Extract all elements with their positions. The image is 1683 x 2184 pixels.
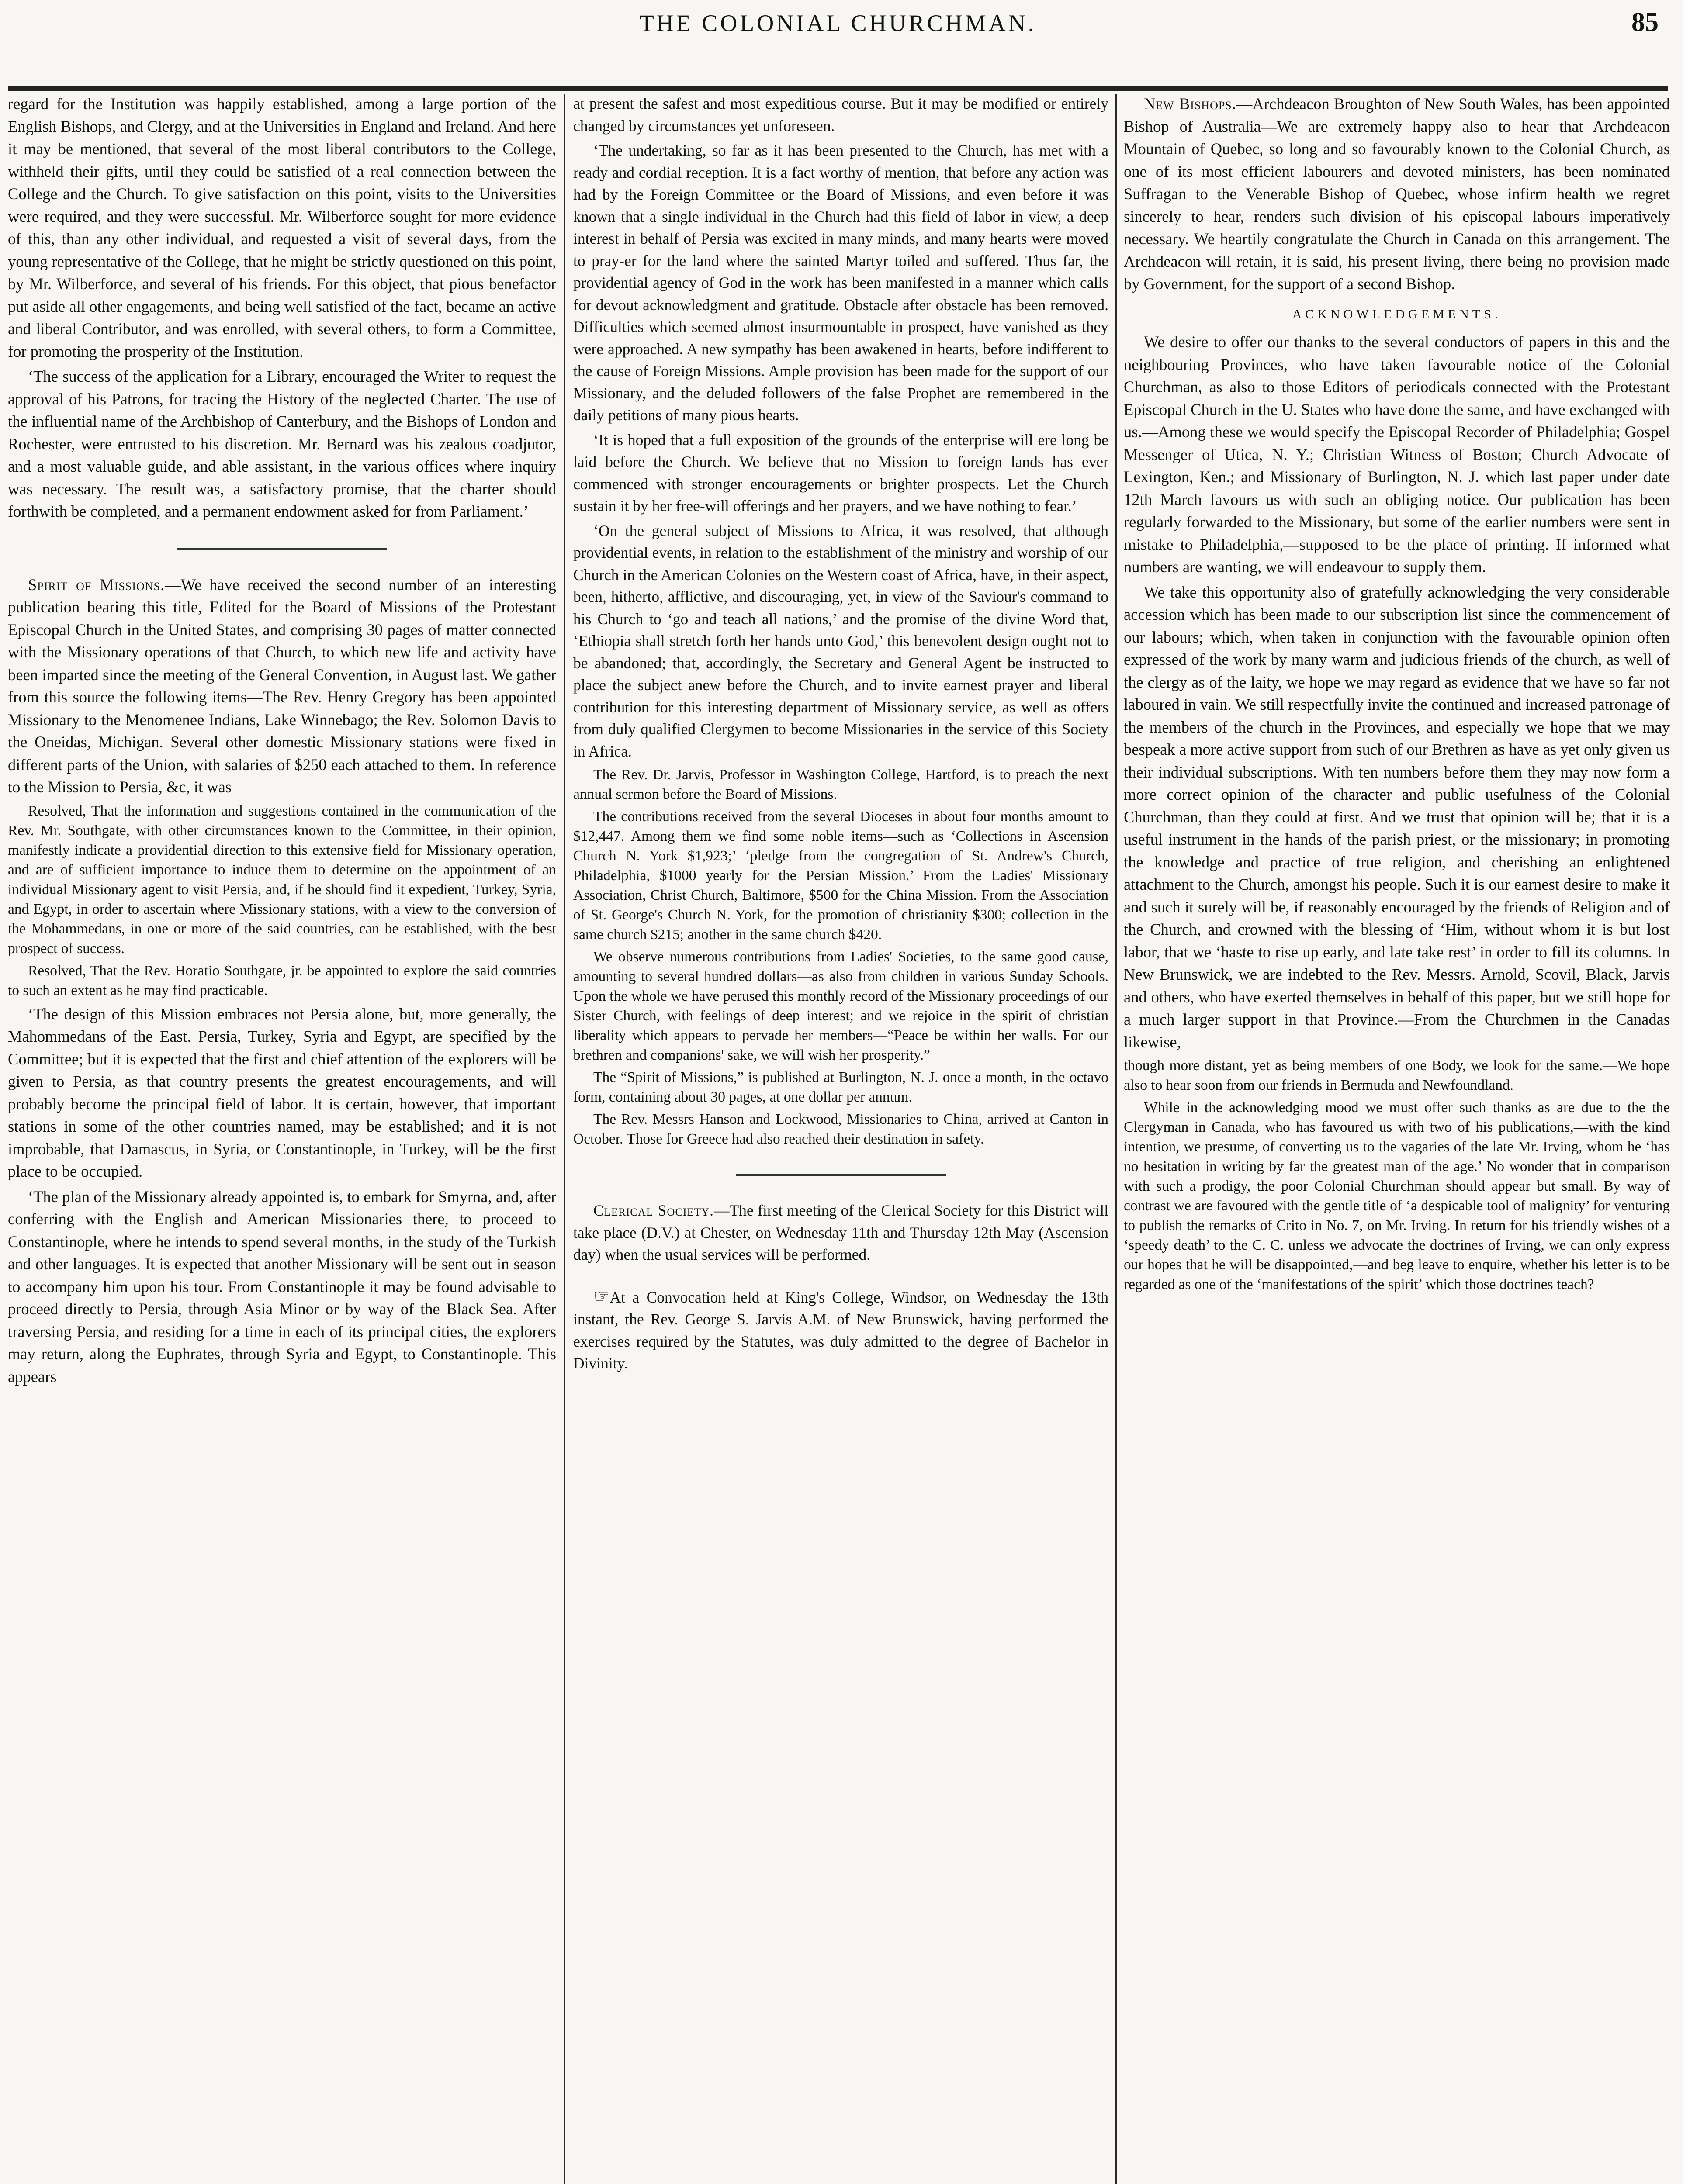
convocation-text: At a Convocation held at King's College, Windsor, on Wednesday the 13th instant, the Rev. George S. Jarvis A.M. of New Brunswick, having performed the exercises required by the Statutes, was duly admitted to the degree of Bachelor in Divinity. [573, 1288, 1108, 1372]
spirit-of-missions-paragraph [8, 574, 556, 798]
contributions-paragraph: The contributions received from the several Dioceses in about four months amount to $12,447. Among them we find some noble items—such as ‘Collections in Ascension Church N. York $1,923;’ ‘pledge from the congregation of St. Andrew's Church, Philadelphia, $1000 yearly for the Persian Mission.’ From the Ladies' Missionary Association, Christ Church, Baltimore, $500 for the China Mission. From the Association of St. George's Church N. York, for the promotion of christianity $300; collection in the same church $215; another in the same church $420. [573, 809, 1108, 943]
spirit-of-missions-text: —We have received the second number of an interesting publication bearing this title, Edited for the Board of Missions of the Protestant Episcopal Church in the United States, and comprising 30 pages of matter connected with the Missionary operations of that Church, to which new life and activity have been imparted since the meeting of the General Convention, in August last. We gather from this source the following items—The Rev. Henry Gregory has been appointed Missionary to the Menomenee Indians, Lake Winnebago; the Rev. Solomon Davis to the Oneidas, Michigan. Several other domestic Missionary stations were fixed in different parts of the Union, with salaries of $250 each attached to them. In reference to the Mission to Persia, &c, it was [8, 575, 556, 796]
mission-plan-paragraph: ‘The plan of the Missionary already appointed is, to embark for Smyrna, and, after conferring with the English and American Missionaries there, to proceed to Constantinople, where he intends to spend several months, in the study of the Turkish and other languages. It is expected that another Missionary will be sent out in season to accompany him upon his tour. From Constantinople it may be found advisable to proceed directly to Persia, through Asia Minor or by way of the Black Sea. After traversing Persia, and residing for a time in each of its principal cities, the explorers may return, along the Euphrates, through Syria and Egypt, to Constantinople. This appears [8, 1187, 556, 1386]
jarvis-sermon-paragraph: The Rev. Dr. Jarvis, Professor in Washington College, Hartford, is to preach the next annual sermon before the Board of Missions. [573, 767, 1108, 802]
library-paragraph: ‘The success of the application for a Library, encouraged the Writer to request the approval of his Patrons, for tracing the History of the neglected Charter. The use of the influential name of the Archbishop of Canterbury, and the Bishops of London and Rochester, were entrusted to his discretion. Mr. Bernard was his zealous coadjutor, and a most valuable guide, and able assistant, in the various offices where inquiry was necessary. The result was, a satisfactory promise, that the charter should forthwith be completed, and a permanent endowment asked for from Parliament.’ [8, 367, 556, 520]
acknowledgements-heading: ACKNOWLEDGEMENTS. [1292, 307, 1502, 321]
clerical-society-heading: Clerical Society. [593, 1202, 714, 1219]
column-rule-1 [564, 94, 565, 2184]
section-divider [736, 1174, 946, 1176]
column-1 [8, 93, 556, 2184]
bermuda-paragraph: though more distant, yet as being members of one Body, we look for the same.—We hope also to hear soon from our friends in Bermuda and Newfoundland. [1124, 1057, 1670, 1093]
china-missionaries-paragraph: The Rev. Messrs Hanson and Lockwood, Missionaries to China, arrived at Canton in October. Those for Greece had also reached their destination in safety. [573, 1111, 1108, 1147]
pointing-hand-icon: ☞ [593, 1286, 610, 1307]
acknowledgements-paragraph: We desire to offer our thanks to the several conductors of papers in this and the neighbouring Provinces, who have taken favourable notice of the Colonial Churchman, as also to those Editors of periodicals connected with the Protestant Episcopal Church in the U. States who have done the same, and have exchanged with us.—Among these we would specify the Episcopal Recorder of Philadelphia; Gospel Messenger of Utica, N. Y.; Christian Witness of Boston; Church Advocate of Lexington, Ken.; and Missionary of Burlington, N. J. which last paper under date 12th March favours us with such an obliging notice. Our publication has been regularly forwarded to the Missionary, but some of the earlier numbers were sent in mistake to Philadelphia,—supposed to be the place of printing. If informed what numbers are wanting, we will endeavour to supply them. [1124, 333, 1670, 576]
africa-paragraph: ‘On the general subject of Missions to Africa, it was resolved, that although providential events, in relation to the establishment of the ministry and worship of our Church in the American Colonies on the Western coast of Africa, have, in their aspect, been, hitherto, afflictive, and discouraging, yet, in view of the Saviour's command to his Church to ‘go and teach all nations,’ and the promise of the divine Word that, ‘Ethiopia shall stretch forth her hands unto God,’ this benevolent design ought not to be abandoned; that, accordingly, the Secretary and General Agent be instructed to place the subject anew before the Church, and to invite earnest prayer and liberal contribution for this interesting department of Missionary service, as well as offers from duly qualified Clergymen to become Missionaries in the service of this Society in Africa. [573, 522, 1108, 760]
section-divider [177, 548, 387, 550]
clerical-society-paragraph [573, 1199, 1108, 1266]
page-number: 85 [1631, 7, 1659, 37]
header-rule [8, 86, 1668, 91]
irving-reply-paragraph: While in the acknowledging mood we must offer such thanks as are due to the the Clergyman in Canada, who has favoured us with two of his publications,—with the kind intention, we presume, of converting us to the vagaries of the late Mr. Irving, whom he ‘has no hesitation in writing by far the greatest man of the age.’ No wonder that in comparison with such a prodigy, the poor Colonial Churchman should appear but small. By way of contrast we are favoured with the gentle title of ‘a despicable tool of malignity’ for venturing to publish the remarks of Crito in No. 7, on Mr. Irving. In return for his friendly wishes of a ‘speedy death’ to the C. C. unless we advocate the doctrines of Irving, we can only express our hopes that he will be disappointed,—and beg leave to enquire, whether his letter is to be regarded as one of the ‘manifestations of the spirit’ which those doctrines teach? [1124, 1099, 1670, 1292]
resolution-southgate: Resolved, That the Rev. Horatio Southgate, jr. be appointed to explore the said countries to such an extent as he may find practicable. [8, 962, 556, 999]
spirit-of-missions-heading: Spirit of Missions. [28, 575, 165, 594]
undertaking-paragraph: ‘The undertaking, so far as it has been presented to the Church, has met with a ready and cordial reception. It is a fact worthy of mention, that before any action was had by the Foreign Committee or the Board of Missions, and even before it was known that a single individual in the Church had this field of labor in view, a deep interest in behalf of Persia was excited in many minds, and many hearts were moved to pray-er for the land where the sainted Martyr toiled and suffered. Thus far, the providential agency of God in the work has been manifested in a manner which calls for devout acknowledgment and gratitude. Obstacle after obstacle has been removed. Difficulties which seemed almost insurmountable in prospect, have vanished as they were approached. A new sympathy has been awakened in hearts, before indifferent to the cause of Foreign Missions. Ample provision has been made for the support of our Missionary, and the deluded followers of the false Prophet are remembered in the daily petitions of many pious hearts. [573, 142, 1108, 424]
convocation-paragraph [573, 1286, 1108, 1375]
college-article-continued: regard for the Institution was happily established, among a large portion of the English Bishops, and Clergy, and at the Universities in England and Ireland. And here it may be mentioned, that several of the most liberal contributors to the College, withheld their gifts, until they could be satisfied of a real connection between the College and the Church. To give satisfaction on this point, visits to the Universities were required, and they were successful. Mr. Wilberforce sought for more evidence of this, than any other individual, and requested a visit of several days, from the young representative of the College, that he might be strictly questioned on this point, by Mr. Wilberforce, and several of his friends. For this object, that pious benefactor put aside all other engagements, and being well satisfied of the fact, became an active and liberal Contributor, and was enrolled, with several others, to form a Committee, for promoting the prosperity of the Institution. [8, 95, 556, 360]
resolution-paragraph: Resolved, That the information and suggestions contained in the communication of the Rev. Mr. Southgate, with other circumstances known to the Committee, in their opinion, manifestly indicate a providential direction to this extensive field for Missionary operation, and are of sufficient importance to induce them to determine on the appointment of an individual Missionary agent to visit Persia, and, if he should find it expedient, Turkey, Syria, and Egypt, in order to ascertain where Missionary stations, with a view to the conversion of the Mohammedans, in one or more of the said countries, can be established, with the best prospect of success. [8, 802, 556, 957]
page-title: THE COLONIAL CHURCHMAN. [639, 10, 1037, 36]
column-2 [573, 93, 1108, 2184]
ladies-societies-paragraph: We observe numerous contributions from Ladies' Societies, to the same good cause, amounting to several hundred dollars—as also from children in various Sunday Schools. Upon the whole we have perused this monthly record of the Missionary proceedings of our Sister Church, with feelings of deep interest; and we rejoice in the spirit of christian liberality which appears to pervade her members—“Peace be within her walls. For our brethren and companions' sake, we will wish her prosperity.” [573, 949, 1108, 1063]
new-bishops-heading: New Bishops. [1144, 95, 1236, 113]
exposition-paragraph: ‘It is hoped that a full exposition of the grounds of the enterprise will ere long be laid before the Church. We believe that no Mission to foreign lands has ever commenced with stronger encouragements or brighter prospects. Let the Church sustain it by her free-will offerings and her prayers, and we have nothing to fear.’ [573, 431, 1108, 515]
spacer [573, 1268, 1108, 1286]
clerical-society-text: —The first meeting of the Clerical Society for this District will take place (D.V.) at Chester, on Wednesday 11th and Thursday 12th May (Ascension day) when the usual services will be performed. [573, 1202, 1108, 1263]
column-rule-2 [1115, 94, 1117, 2184]
masthead [8, 3, 1668, 69]
mission-design-paragraph: ‘The design of this Mission embraces not Persia alone, but, more generally, the Mahommedans of the East. Persia, Turkey, Syria and Egypt, are specified by the Committee; but it is expected that the first and chief attention of the explorers will be given to Persia, as that country presents the greatest encouragements, and will probably become the principal field of labor. It is certain, however, that important stations in some of the other countries named, may be established; and it is not improbable, that Damascus, in Syria, or Constantinople, in Turkey, will be the first place to be occupied. [8, 1005, 556, 1180]
new-bishops-text: —Archdeacon Broughton of New South Wales, has been appointed Bishop of Australia—We are extremely happy also to hear that Archdeacon Mountain of Quebec, so long and so favourably known to the Colonial Church, as one of its most efficient labourers and devoted ministers, has been nominated Suffragan to the Venerable Bishop of Quebec, whose infirm health we regret sincerely to hear, renders such division of his episcopal labours imperatively necessary. We heartily congratulate the Church in Canada on this arrangement. The Archdeacon will retain, it is said, his present living, there being no provision made by Government, for the support of a second Bishop. [1124, 95, 1670, 293]
mission-plan-continued: at present the safest and most expeditious course. But it may be modified or entirely changed by circumstances yet unforeseen. [573, 95, 1108, 135]
subscription-paragraph: We take this opportunity also of gratefully acknowledging the very considerable accession which has been made to our subscription list since the commencement of our labours; which, when taken in conjunction with the favourable opinion often expressed of the work by many warm and judicious friends of the church, as well of the clergy as of the laity, we hope we may regard as evidence that we have so far not laboured in vain. We still respectfully invite the continued and increased patronage of the members of the church in the Provinces, and especially we hope that we may bespeak a more active support from such of our Brethren as have as yet only given us their individual subscriptions. With ten numbers before them they may now form a more correct opinion of the character and public usefulness of the Colonial Churchman, than they could at first. And we trust that opinion will be; that it is a useful instrument in the hands of the parish priest, or the missionary; in promoting the knowledge and practice of true religion, and cherishing an enlightened attachment to the Church, amongst his people. Such it is our earnest desire to make it and such it surely will be, if reasonably encouraged by the friends of Religion and of the Church, and crowned with the blessing of ‘Him, without whom it is but lost labor, that we ‘haste to rise up early, and late take rest’ in order to fill its columns. In New Brunswick, we are indebted to the Rev. Messrs. Arnold, Scovil, Black, Jarvis and others, who have exerted themselves in behalf of this paper, but we still hope for a much larger support in that Province.—From the Churchmen in the Canadas likewise, [1124, 583, 1670, 1051]
column-3 [1124, 93, 1670, 2184]
publication-notice: The “Spirit of Missions,” is published at Burlington, N. J. once a month, in the octavo form, containing about 30 pages, at one dollar per annum. [573, 1069, 1108, 1105]
new-bishops-paragraph [1124, 93, 1670, 295]
